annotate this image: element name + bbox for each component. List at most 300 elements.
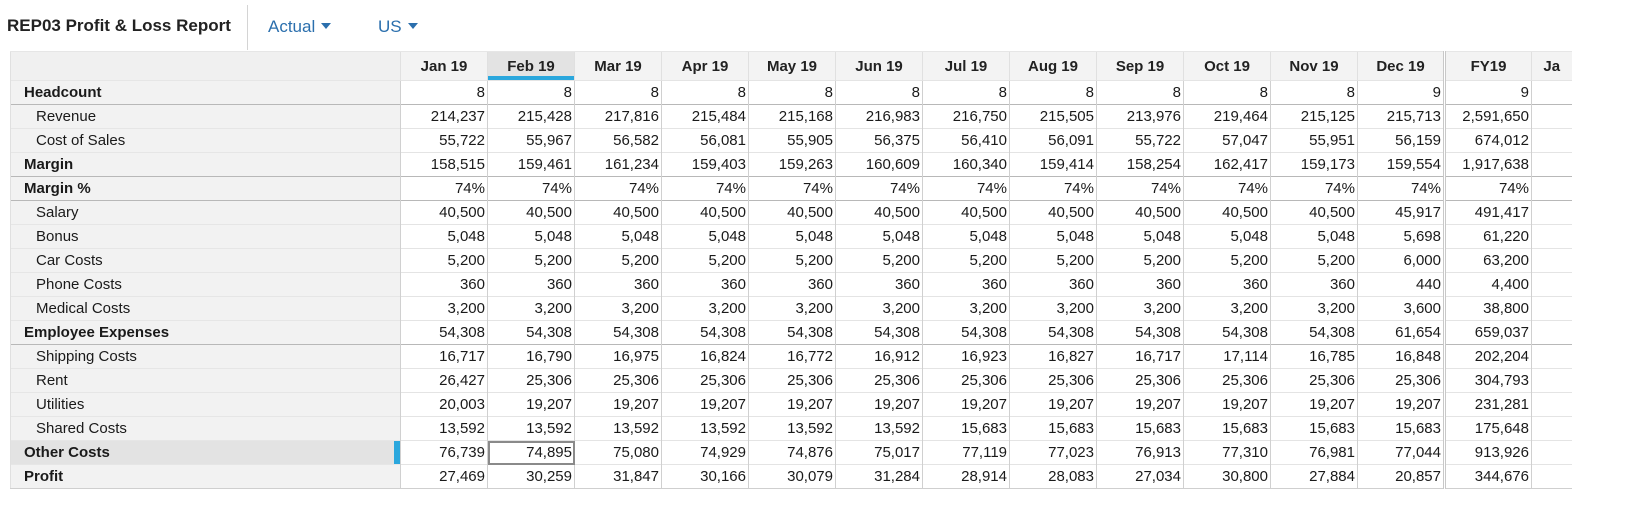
data-cell[interactable]: 913,926 — [1445, 441, 1532, 465]
data-cell[interactable]: 56,159 — [1358, 129, 1445, 153]
data-cell[interactable]: 3,200 — [836, 297, 923, 321]
row-header[interactable] — [11, 249, 401, 273]
data-cell[interactable]: 31,847 — [575, 465, 662, 489]
data-cell[interactable]: 19,207 — [749, 393, 836, 417]
data-cell[interactable]: 360 — [488, 273, 575, 297]
data-cell[interactable]: 17,114 — [1184, 345, 1271, 369]
table-row — [11, 153, 1572, 177]
data-cell[interactable]: 61,654 — [1358, 321, 1445, 345]
row-header[interactable] — [11, 129, 401, 153]
data-cell[interactable]: 5,200 — [749, 249, 836, 273]
data-cell[interactable]: 5,048 — [749, 225, 836, 249]
data-cell[interactable]: 19,207 — [836, 393, 923, 417]
row-label: Utilities — [36, 396, 85, 413]
data-cell[interactable]: 5,200 — [1184, 249, 1271, 273]
data-cell[interactable]: 16,975 — [575, 345, 662, 369]
data-cell[interactable]: 27,469 — [401, 465, 488, 489]
data-cell[interactable]: 25,306 — [923, 369, 1010, 393]
data-cell[interactable] — [1532, 153, 1572, 177]
data-cell[interactable] — [1532, 393, 1572, 417]
data-cell[interactable] — [1532, 177, 1572, 201]
data-cell[interactable]: 1,917,638 — [1445, 153, 1532, 177]
column-header-row — [11, 52, 1572, 81]
data-cell[interactable]: 159,263 — [749, 153, 836, 177]
data-cell[interactable]: 8 — [401, 81, 488, 105]
data-cell[interactable]: 54,308 — [1010, 321, 1097, 345]
data-cell[interactable]: 5,200 — [575, 249, 662, 273]
data-cell[interactable]: 360 — [1010, 273, 1097, 297]
data-cell[interactable]: 5,698 — [1358, 225, 1445, 249]
data-cell[interactable]: 214,237 — [401, 105, 488, 129]
data-cell[interactable]: 25,306 — [749, 369, 836, 393]
data-cell[interactable]: 19,207 — [662, 393, 749, 417]
data-cell[interactable]: 19,207 — [1184, 393, 1271, 417]
data-cell[interactable]: 159,414 — [1010, 153, 1097, 177]
data-cell[interactable]: 74% — [1271, 177, 1358, 201]
data-cell[interactable]: 55,905 — [749, 129, 836, 153]
column-header[interactable]: Apr 19 — [662, 52, 749, 81]
data-cell[interactable]: 40,500 — [1097, 201, 1184, 225]
row-header[interactable] — [11, 105, 401, 129]
data-cell[interactable]: 55,951 — [1271, 129, 1358, 153]
row-label: Margin — [24, 156, 74, 173]
data-cell[interactable]: 159,461 — [488, 153, 575, 177]
data-cell[interactable]: 5,200 — [1097, 249, 1184, 273]
data-cell[interactable]: 25,306 — [662, 369, 749, 393]
data-cell[interactable]: 25,306 — [1271, 369, 1358, 393]
data-cell[interactable]: 28,914 — [923, 465, 1010, 489]
row-label: Revenue — [36, 108, 97, 125]
data-cell[interactable]: 16,785 — [1271, 345, 1358, 369]
data-cell[interactable]: 160,340 — [923, 153, 1010, 177]
data-cell[interactable]: 54,308 — [662, 321, 749, 345]
data-cell[interactable]: 16,717 — [1097, 345, 1184, 369]
data-cell[interactable]: 3,200 — [1184, 297, 1271, 321]
data-cell[interactable] — [1532, 105, 1572, 129]
data-cell[interactable]: 74% — [1097, 177, 1184, 201]
data-cell[interactable] — [1532, 369, 1572, 393]
data-cell[interactable]: 45,917 — [1358, 201, 1445, 225]
data-cell[interactable]: 3,200 — [1271, 297, 1358, 321]
data-cell[interactable]: 54,308 — [923, 321, 1010, 345]
data-cell[interactable]: 19,207 — [923, 393, 1010, 417]
data-cell[interactable]: 5,048 — [923, 225, 1010, 249]
data-cell[interactable]: 54,308 — [575, 321, 662, 345]
data-cell[interactable]: 74,876 — [749, 441, 836, 465]
data-cell[interactable]: 3,200 — [401, 297, 488, 321]
data-cell[interactable]: 5,048 — [401, 225, 488, 249]
data-cell[interactable]: 54,308 — [749, 321, 836, 345]
row-header[interactable] — [11, 177, 401, 201]
column-header[interactable]: Jan 19 — [401, 52, 488, 81]
data-cell[interactable]: 55,967 — [488, 129, 575, 153]
data-cell[interactable]: 16,912 — [836, 345, 923, 369]
data-cell[interactable]: 3,200 — [923, 297, 1010, 321]
data-cell[interactable]: 76,739 — [401, 441, 488, 465]
data-cell[interactable] — [1532, 417, 1572, 441]
data-cell[interactable]: 77,119 — [923, 441, 1010, 465]
data-cell[interactable]: 56,582 — [575, 129, 662, 153]
data-cell[interactable]: 27,884 — [1271, 465, 1358, 489]
data-cell[interactable]: 15,683 — [1184, 417, 1271, 441]
row-label: Headcount — [24, 84, 102, 101]
table-row — [11, 225, 1572, 249]
data-cell[interactable]: 219,464 — [1184, 105, 1271, 129]
data-cell[interactable]: 8 — [923, 81, 1010, 105]
data-cell[interactable]: 215,505 — [1010, 105, 1097, 129]
data-cell[interactable]: 4,400 — [1445, 273, 1532, 297]
data-cell[interactable]: 56,081 — [662, 129, 749, 153]
data-cell[interactable]: 16,790 — [488, 345, 575, 369]
data-cell[interactable]: 54,308 — [1271, 321, 1358, 345]
data-cell[interactable]: 5,200 — [923, 249, 1010, 273]
row-label: Cost of Sales — [36, 132, 126, 149]
data-cell[interactable]: 159,554 — [1358, 153, 1445, 177]
data-cell[interactable]: 54,308 — [1184, 321, 1271, 345]
data-cell[interactable]: 215,168 — [749, 105, 836, 129]
data-cell[interactable]: 19,207 — [488, 393, 575, 417]
data-cell[interactable]: 54,308 — [401, 321, 488, 345]
data-cell[interactable]: 8 — [836, 81, 923, 105]
data-cell[interactable]: 74% — [575, 177, 662, 201]
data-cell[interactable]: 215,484 — [662, 105, 749, 129]
data-cell[interactable]: 77,310 — [1184, 441, 1271, 465]
data-cell[interactable]: 360 — [1184, 273, 1271, 297]
data-cell[interactable] — [1532, 465, 1572, 489]
data-cell[interactable]: 215,713 — [1358, 105, 1445, 129]
data-cell[interactable]: 25,306 — [1097, 369, 1184, 393]
data-cell[interactable]: 3,600 — [1358, 297, 1445, 321]
row-header[interactable] — [11, 441, 401, 465]
data-cell[interactable]: 216,983 — [836, 105, 923, 129]
data-cell[interactable]: 216,750 — [923, 105, 1010, 129]
data-cell[interactable]: 5,200 — [662, 249, 749, 273]
data-cell[interactable]: 63,200 — [1445, 249, 1532, 273]
data-cell[interactable]: 30,259 — [488, 465, 575, 489]
data-cell[interactable]: 16,848 — [1358, 345, 1445, 369]
data-cell[interactable]: 40,500 — [1271, 201, 1358, 225]
column-header[interactable]: Oct 19 — [1184, 52, 1271, 81]
row-header[interactable] — [11, 273, 401, 297]
data-cell[interactable] — [1532, 321, 1572, 345]
row-header[interactable] — [11, 201, 401, 225]
data-cell[interactable]: 76,981 — [1271, 441, 1358, 465]
data-cell[interactable]: 30,800 — [1184, 465, 1271, 489]
data-cell[interactable] — [1532, 297, 1572, 321]
column-header[interactable]: Feb 19 — [488, 52, 575, 81]
data-cell[interactable] — [1532, 201, 1572, 225]
data-cell[interactable]: 3,200 — [662, 297, 749, 321]
row-label: Shipping Costs — [36, 348, 137, 365]
data-cell[interactable]: 5,048 — [1010, 225, 1097, 249]
data-cell[interactable]: 9 — [1358, 81, 1445, 105]
region-dropdown[interactable] — [378, 17, 418, 37]
data-cell[interactable]: 3,200 — [749, 297, 836, 321]
data-cell[interactable]: 20,857 — [1358, 465, 1445, 489]
data-cell[interactable]: 162,417 — [1184, 153, 1271, 177]
data-cell[interactable]: 360 — [1097, 273, 1184, 297]
data-cell[interactable]: 77,044 — [1358, 441, 1445, 465]
data-cell[interactable]: 15,683 — [1271, 417, 1358, 441]
data-cell[interactable]: 38,800 — [1445, 297, 1532, 321]
data-cell[interactable]: 74% — [1010, 177, 1097, 201]
data-cell[interactable]: 360 — [575, 273, 662, 297]
table-row — [11, 441, 1572, 465]
pnl-grid-viewport[interactable] — [10, 51, 1627, 491]
data-cell[interactable]: 40,500 — [488, 201, 575, 225]
row-header[interactable] — [11, 225, 401, 249]
data-cell[interactable]: 19,207 — [1271, 393, 1358, 417]
row-header[interactable] — [11, 297, 401, 321]
chevron-down-icon — [321, 23, 331, 29]
row-header[interactable] — [11, 81, 401, 105]
data-cell[interactable] — [1532, 273, 1572, 297]
data-cell[interactable]: 40,500 — [1184, 201, 1271, 225]
table-row — [11, 177, 1572, 201]
data-cell[interactable]: 8 — [1271, 81, 1358, 105]
data-cell[interactable]: 27,034 — [1097, 465, 1184, 489]
data-cell[interactable]: 360 — [662, 273, 749, 297]
data-cell[interactable]: 13,592 — [836, 417, 923, 441]
data-cell[interactable]: 30,079 — [749, 465, 836, 489]
toolbar-divider — [247, 5, 248, 50]
data-cell[interactable]: 57,047 — [1184, 129, 1271, 153]
column-header[interactable]: Dec 19 — [1358, 52, 1445, 81]
table-row — [11, 417, 1572, 441]
data-cell[interactable]: 5,048 — [1097, 225, 1184, 249]
data-cell[interactable]: 440 — [1358, 273, 1445, 297]
data-cell[interactable]: 5,048 — [488, 225, 575, 249]
data-cell[interactable] — [1532, 441, 1572, 465]
data-cell[interactable]: 40,500 — [749, 201, 836, 225]
data-cell[interactable]: 8 — [662, 81, 749, 105]
data-cell[interactable]: 54,308 — [488, 321, 575, 345]
data-cell[interactable]: 25,306 — [1358, 369, 1445, 393]
data-cell[interactable]: 158,254 — [1097, 153, 1184, 177]
column-header[interactable]: Ja — [1532, 52, 1572, 81]
data-cell[interactable]: 2,591,650 — [1445, 105, 1532, 129]
data-cell[interactable]: 74% — [836, 177, 923, 201]
data-cell[interactable] — [1532, 345, 1572, 369]
data-cell[interactable]: 74% — [662, 177, 749, 201]
column-header[interactable]: May 19 — [749, 52, 836, 81]
row-header[interactable] — [11, 393, 401, 417]
data-cell[interactable]: 217,816 — [575, 105, 662, 129]
data-cell[interactable]: 55,722 — [1097, 129, 1184, 153]
row-header[interactable] — [11, 321, 401, 345]
data-cell[interactable]: 674,012 — [1445, 129, 1532, 153]
column-header[interactable]: Sep 19 — [1097, 52, 1184, 81]
data-cell[interactable]: 15,683 — [1097, 417, 1184, 441]
row-header[interactable] — [11, 369, 401, 393]
data-cell[interactable]: 16,827 — [1010, 345, 1097, 369]
data-cell[interactable]: 8 — [488, 81, 575, 105]
data-cell[interactable]: 159,173 — [1271, 153, 1358, 177]
data-cell[interactable]: 5,200 — [1010, 249, 1097, 273]
data-cell[interactable]: 40,500 — [923, 201, 1010, 225]
data-cell[interactable]: 202,204 — [1445, 345, 1532, 369]
data-cell[interactable] — [1532, 249, 1572, 273]
data-cell[interactable]: 213,976 — [1097, 105, 1184, 129]
data-cell[interactable]: 15,683 — [1010, 417, 1097, 441]
data-cell[interactable]: 31,284 — [836, 465, 923, 489]
data-cell[interactable]: 74% — [401, 177, 488, 201]
data-cell[interactable]: 19,207 — [575, 393, 662, 417]
data-cell[interactable]: 74% — [749, 177, 836, 201]
data-cell[interactable]: 75,017 — [836, 441, 923, 465]
data-cell[interactable]: 3,200 — [575, 297, 662, 321]
row-header[interactable] — [11, 417, 401, 441]
data-cell[interactable]: 25,306 — [575, 369, 662, 393]
data-cell[interactable]: 175,648 — [1445, 417, 1532, 441]
data-cell[interactable]: 5,048 — [575, 225, 662, 249]
data-cell[interactable]: 30,166 — [662, 465, 749, 489]
data-cell[interactable]: 5,200 — [836, 249, 923, 273]
column-header[interactable]: Jul 19 — [923, 52, 1010, 81]
data-cell[interactable]: 56,091 — [1010, 129, 1097, 153]
data-cell[interactable]: 19,207 — [1010, 393, 1097, 417]
data-cell[interactable]: 13,592 — [401, 417, 488, 441]
data-cell[interactable]: 5,048 — [1184, 225, 1271, 249]
data-cell[interactable]: 16,717 — [401, 345, 488, 369]
data-cell[interactable]: 16,824 — [662, 345, 749, 369]
table-row — [11, 297, 1572, 321]
data-cell[interactable]: 5,200 — [1271, 249, 1358, 273]
data-cell[interactable] — [1532, 129, 1572, 153]
data-cell[interactable]: 5,200 — [488, 249, 575, 273]
data-cell[interactable]: 491,417 — [1445, 201, 1532, 225]
data-cell[interactable]: 659,037 — [1445, 321, 1532, 345]
data-cell[interactable]: 158,515 — [401, 153, 488, 177]
data-cell[interactable]: 61,220 — [1445, 225, 1532, 249]
data-cell[interactable]: 159,403 — [662, 153, 749, 177]
data-cell[interactable]: 13,592 — [749, 417, 836, 441]
data-cell[interactable]: 25,306 — [1184, 369, 1271, 393]
data-cell[interactable]: 40,500 — [662, 201, 749, 225]
version-dropdown[interactable] — [268, 17, 331, 37]
table-row — [11, 129, 1572, 153]
data-cell[interactable]: 9 — [1445, 81, 1532, 105]
data-cell[interactable]: 13,592 — [575, 417, 662, 441]
data-cell[interactable]: 3,200 — [488, 297, 575, 321]
data-cell[interactable]: 25,306 — [488, 369, 575, 393]
data-cell[interactable]: 15,683 — [1358, 417, 1445, 441]
data-cell[interactable]: 28,083 — [1010, 465, 1097, 489]
data-cell[interactable]: 231,281 — [1445, 393, 1532, 417]
data-cell[interactable]: 8 — [749, 81, 836, 105]
row-header[interactable] — [11, 465, 401, 489]
column-header[interactable]: Nov 19 — [1271, 52, 1358, 81]
data-cell[interactable]: 5,200 — [401, 249, 488, 273]
data-cell[interactable]: 6,000 — [1358, 249, 1445, 273]
data-cell[interactable] — [1532, 225, 1572, 249]
region-dropdown-label: US — [378, 17, 402, 36]
data-cell[interactable]: 13,592 — [488, 417, 575, 441]
data-cell[interactable]: 40,500 — [575, 201, 662, 225]
row-header[interactable] — [11, 345, 401, 369]
data-cell[interactable]: 74,929 — [662, 441, 749, 465]
data-cell[interactable]: 8 — [1010, 81, 1097, 105]
data-cell[interactable]: 15,683 — [923, 417, 1010, 441]
data-cell[interactable]: 25,306 — [836, 369, 923, 393]
data-cell[interactable]: 74,895 — [488, 441, 575, 465]
data-cell[interactable]: 56,410 — [923, 129, 1010, 153]
data-cell[interactable]: 360 — [836, 273, 923, 297]
table-row — [11, 465, 1572, 489]
data-cell[interactable]: 55,722 — [401, 129, 488, 153]
data-cell[interactable]: 360 — [749, 273, 836, 297]
column-header[interactable]: Jun 19 — [836, 52, 923, 81]
data-cell[interactable]: 3,200 — [1097, 297, 1184, 321]
data-cell[interactable]: 215,428 — [488, 105, 575, 129]
data-cell[interactable]: 54,308 — [836, 321, 923, 345]
data-cell[interactable]: 19,207 — [1358, 393, 1445, 417]
data-cell[interactable]: 5,048 — [1271, 225, 1358, 249]
column-header[interactable]: Aug 19 — [1010, 52, 1097, 81]
data-cell[interactable]: 161,234 — [575, 153, 662, 177]
row-label: Medical Costs — [36, 300, 131, 317]
data-cell[interactable]: 54,308 — [1097, 321, 1184, 345]
data-cell[interactable]: 360 — [923, 273, 1010, 297]
data-cell[interactable]: 304,793 — [1445, 369, 1532, 393]
data-cell[interactable]: 77,023 — [1010, 441, 1097, 465]
report-toolbar — [0, 0, 1627, 50]
data-cell[interactable]: 8 — [1097, 81, 1184, 105]
data-cell[interactable]: 56,375 — [836, 129, 923, 153]
data-cell[interactable] — [1532, 81, 1572, 105]
row-label: Profit — [24, 468, 64, 485]
data-cell[interactable]: 344,676 — [1445, 465, 1532, 489]
data-cell[interactable]: 40,500 — [401, 201, 488, 225]
data-cell[interactable]: 16,923 — [923, 345, 1010, 369]
table-row — [11, 345, 1572, 369]
data-cell[interactable]: 74% — [1184, 177, 1271, 201]
data-cell[interactable]: 360 — [1271, 273, 1358, 297]
data-cell[interactable]: 19,207 — [1097, 393, 1184, 417]
data-cell[interactable]: 74% — [1445, 177, 1532, 201]
data-cell[interactable]: 8 — [575, 81, 662, 105]
data-cell[interactable]: 8 — [1184, 81, 1271, 105]
data-cell[interactable]: 215,125 — [1271, 105, 1358, 129]
data-cell[interactable]: 74% — [923, 177, 1010, 201]
data-cell[interactable]: 76,913 — [1097, 441, 1184, 465]
data-cell[interactable]: 5,048 — [836, 225, 923, 249]
row-label: Margin % — [24, 180, 91, 197]
data-cell[interactable]: 25,306 — [1010, 369, 1097, 393]
column-header[interactable]: FY19 — [1445, 52, 1532, 81]
data-cell[interactable]: 13,592 — [662, 417, 749, 441]
data-cell[interactable]: 40,500 — [836, 201, 923, 225]
data-cell[interactable]: 360 — [401, 273, 488, 297]
data-cell[interactable]: 74% — [488, 177, 575, 201]
row-label: Salary — [36, 204, 79, 221]
data-cell[interactable]: 5,048 — [662, 225, 749, 249]
data-cell[interactable]: 75,080 — [575, 441, 662, 465]
table-row — [11, 81, 1572, 105]
table-row — [11, 273, 1572, 297]
column-header[interactable]: Mar 19 — [575, 52, 662, 81]
row-label: Shared Costs — [36, 420, 127, 437]
data-cell[interactable]: 26,427 — [401, 369, 488, 393]
row-label: Car Costs — [36, 252, 103, 269]
data-cell[interactable]: 20,003 — [401, 393, 488, 417]
data-cell[interactable]: 16,772 — [749, 345, 836, 369]
row-header[interactable] — [11, 153, 401, 177]
data-cell[interactable]: 74% — [1358, 177, 1445, 201]
data-cell[interactable]: 40,500 — [1010, 201, 1097, 225]
data-cell[interactable]: 160,609 — [836, 153, 923, 177]
data-cell[interactable]: 3,200 — [1010, 297, 1097, 321]
